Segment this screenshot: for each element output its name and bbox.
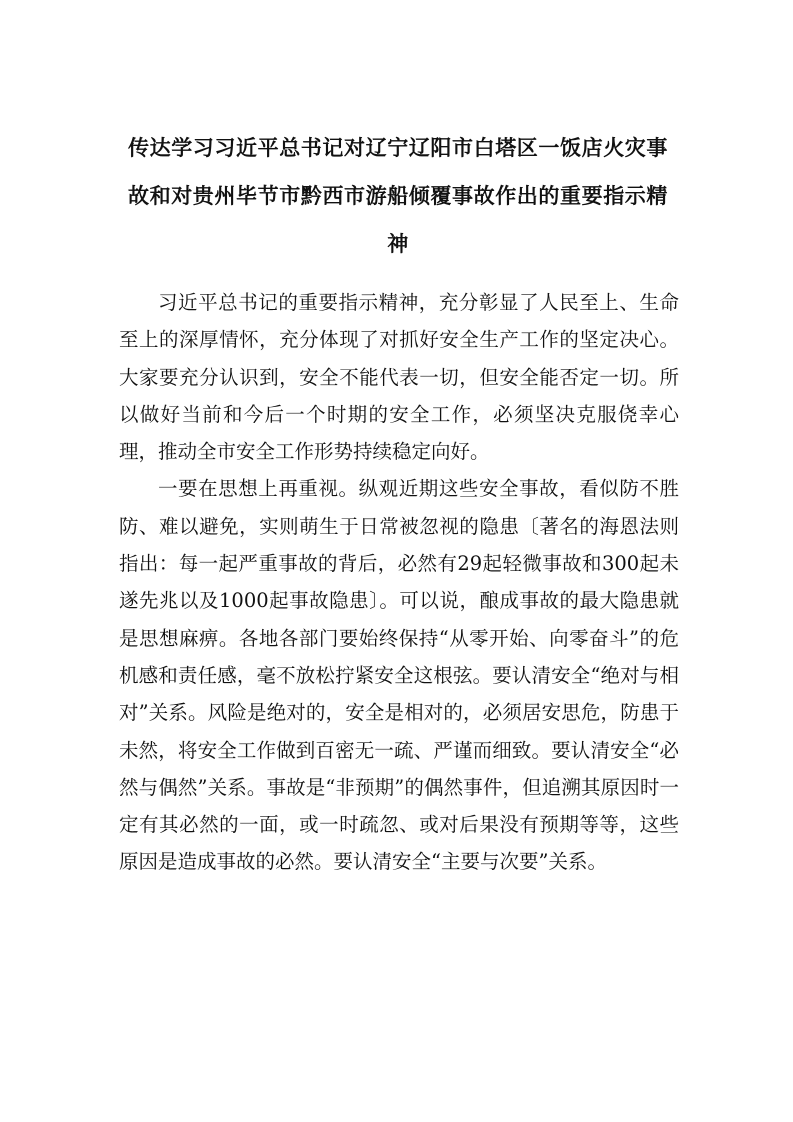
document-title: 传达学习习近平总书记对辽宁辽阳市白塔区一饭店火灾事故和对贵州毕节市黔西市游船倾覆事故作出的重要指示精神 [128, 135, 668, 256]
paragraph: 一要在思想上再重视。纵观近期这些安全事故，看似防不胜防、难以避免，实则萌生于日常被忽视的隐患〔著名的海恩法则指出：每一起严重事故的背后，必然有29起轻微事故和300起未遂先兆以及1000起事故隐患〕。可以说，酿成事故的最大隐患就是思想麻痹。各地各部门要始终保持“从零开始、向零奋斗”的危机感和责任感，毫不放松拧紧安全这根弦。要认清安全“绝对与相对”关系。风险是绝对的，安全是相对的，必须居安思危，防患于未然，将安全工作做到百密无一疏、严谨而细致。要认清安全“必然与偶然”关系。事故是“非预期”的偶然事件，但追溯其原因时一定有其必然的一面，或一时疏忽、或对后果没有预期等等，这些原因是造成事故的必然。要认清安全“主要与次要”关系。 [119, 477, 679, 874]
paragraph: 习近平总书记的重要指示精神，充分彰显了人民至上、生命至上的深厚情怀，充分体现了对抓好安全生产工作的坚定决心。大家要充分认识到，安全不能代表一切，但安全能否定一切。所以做好当前和今后一个时期的安全工作，必须坚决克服侥幸心理，推动全市安全工作形势持续稳定向好。 [119, 291, 679, 464]
document-body [119, 284, 679, 881]
